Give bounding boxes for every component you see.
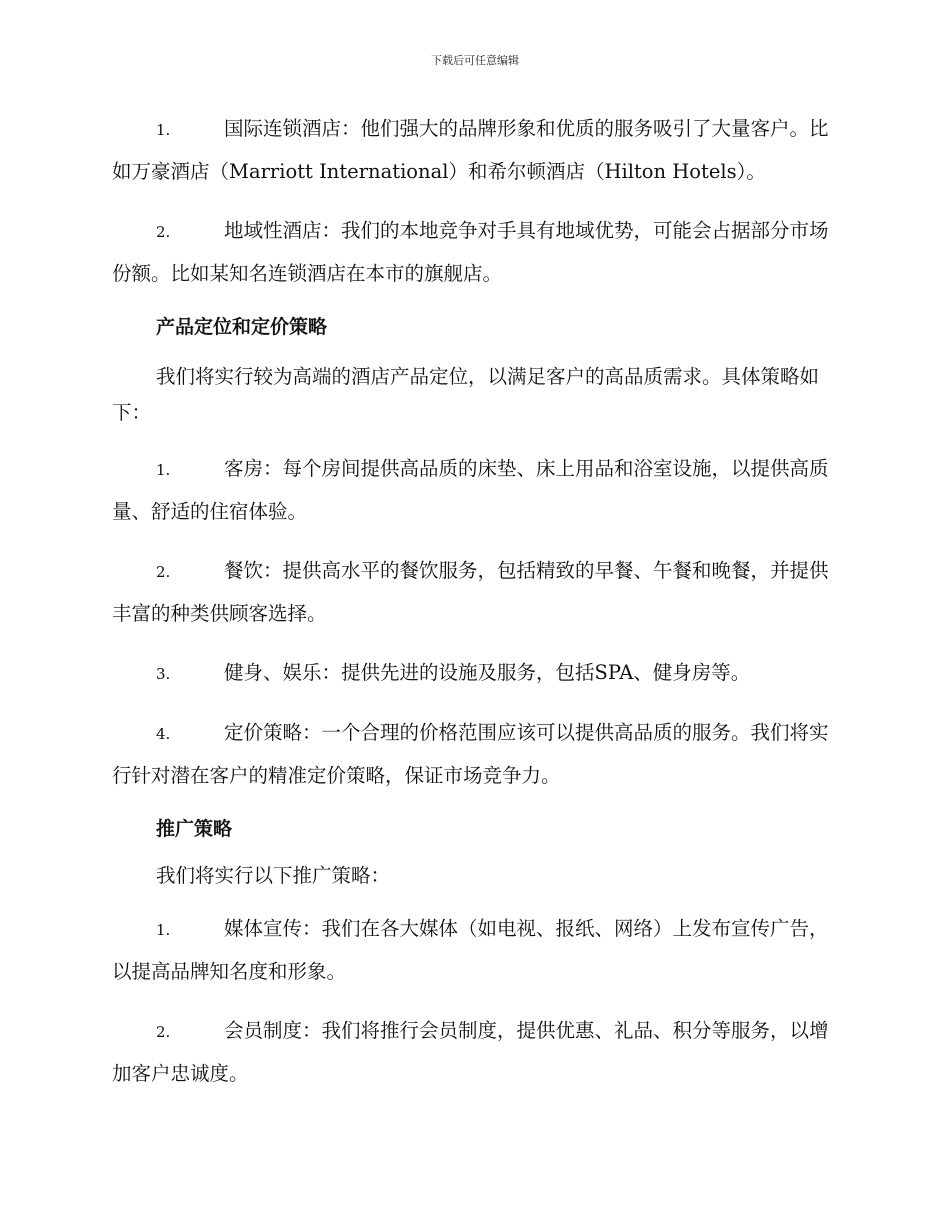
list-item-text: 定价策略：一个合理的价格范围应该可以提供高品质的服务。我们将实行针对潜在客户的精准定价策略，保证市场竞争力。 [112,721,829,787]
list-item-number: 2. [156,223,171,241]
list-item-number: 2. [156,1023,171,1041]
page-header: 下载后可任意编辑 [431,54,519,67]
section-heading-positioning: 产品定位和定价策略 [156,316,328,338]
list-item-text: 国际连锁酒店：他们强大的品牌形象和优质的服务吸引了大量客户。比如万豪酒店（Marriott International）和希尔顿酒店（Hilton Hotels）。 [112,117,829,183]
list-item-text: 客房：每个房间提供高品质的床垫、床上用品和浴室设施，以提供高质量、舒适的住宿体验。 [112,457,829,523]
list-item-number: 4. [156,725,171,743]
list-item-number: 1. [156,461,171,479]
list-item-number: 3. [156,665,171,683]
intro-paragraph: 我们将实行较为高端的酒店产品定位，以满足客户的高品质需求。具体策略如下： [112,365,820,424]
list-item-text: 健身、娱乐：提供先进的设施及服务，包括SPA、健身房等。 [224,661,751,684]
list-item [112,712,838,797]
list-item-number: 2. [156,563,171,581]
intro-paragraph: 我们将实行以下推广策略： [156,864,391,887]
section-heading-promotion: 推广策略 [156,818,233,840]
list-item [112,108,838,193]
list-item-number: 1. [156,921,171,939]
list-item-text: 餐饮：提供高水平的餐饮服务，包括精致的早餐、午餐和晚餐，并提供丰富的种类供顾客选择。 [112,559,829,625]
list-item [112,908,838,993]
list-item [112,448,838,533]
list-item-text: 媒体宣传：我们在各大媒体（如电视、报纸、网络）上发布宣传广告，以提高品牌知名度和形象。 [112,917,829,983]
list-item [112,550,838,635]
list-item [112,652,838,695]
document-body [112,108,838,1112]
list-item [112,1010,838,1095]
list-item-text: 会员制度：我们将推行会员制度，提供优惠、礼品、积分等服务，以增加客户忠诚度。 [112,1019,829,1085]
list-item-text: 地域性酒店：我们的本地竞争对手具有地域优势，可能会占据部分市场份额。比如某知名连锁酒店在本市的旗舰店。 [112,219,829,285]
list-item-number: 1. [156,121,171,139]
list-item [112,210,838,295]
